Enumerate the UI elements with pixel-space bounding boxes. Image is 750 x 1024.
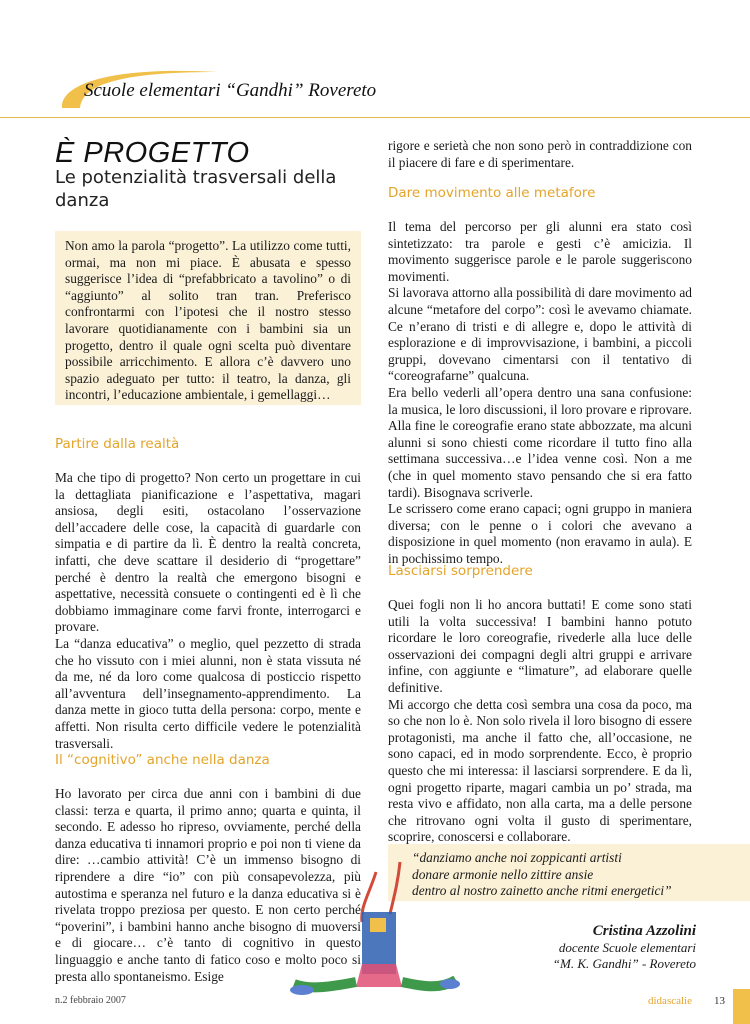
paragraph: Mi accorgo che detta così sembra una cosa da poco, ma so che non lo è. Non solo rivela il loro bisogno di essere protagonisti, ma anche il fatto che, all’occasione, ne sono capaci, ed in modo sorprendente. Ecco, è proprio questo che mi interessa: il lasciarsi sorprendere. E da lì, ogni progetto riparte, magari cambia un po’ strada, ma resta vivo e affidato, non alla carta, ma a delle persone che ritrovano ogni volta il gusto di sperimentare, scoprire, conoscersi e collaborare.	[388, 696, 692, 845]
paragraph: Ho lavorato per circa due anni con i bambini di due classi: terza e quarta, il primo anno; quarta e quinta, il secondo. E adesso ho ripreso, ovviamente, perché della danza educativa ti innamori proprio e poi non ti viene da dire: …cambio attività! C’è un immenso bisogno di riprendere a dire “io” con più consapevolezza, più autostima e speranza nel futuro e la danza educativa si è rivelata troppo preziosa per questo. E non certo perché “poverini”, i bambini hanno anche bisogno di muoversi e di giocare… c’è tanto di cognitivo in questo linguaggio e anche tanto di fatico coso e molto poco si presta allo spontaneismo. Esige	[55, 786, 361, 984]
paragraph: Il tema del percorso per gli alunni era stato così sintetizzato: tra parole e gesti c’è amicizia. Il movimento suggerisce parole e le parole suggeriscono movimenti.	[388, 219, 692, 284]
article-subtitle: Le potenzialità trasversali della danza	[55, 167, 337, 211]
author-signature	[553, 922, 696, 972]
section-heading-partire: Partire dalla realtà	[55, 436, 180, 452]
section-heading-sorprendere: Lasciarsi sorprendere	[388, 563, 533, 579]
footer-magazine-name: didascalie	[648, 995, 692, 1007]
footer-issue: n.2 febbraio 2007	[55, 995, 126, 1006]
poem-line: “danziamo anche noi zoppicanti artisti	[412, 850, 622, 865]
intro-quote-box: Non amo la parola “progetto”. La utilizzo come tutti, ormai, ma non mi piace. È abusata e spesso suggerisce l’idea di “prefabbricato a tavolino” o di “aggiunto” al solito tran tran. Preferisco confrontarmi con l’ipotesi che il nostro stesso lavorare quotidianamente con i bambini sia un progetto, dentro il quale ogni scelta può diventare possibile arricchimento. E allora c’è davvero uno spazio adeguato per tutto: il teatro, la danza, gli incontri, l’educazione ambientale, i gemellaggi…	[55, 231, 361, 405]
author-name: Cristina Azzolini	[592, 923, 696, 939]
paragraph: Era bello vederli all’opera dentro una sana confusione: la musica, le loro discussioni, il loro provare e riprovare. Alla fine le coreografie erano state abbozzate, ma alcuni alunni si sono chiesti come ricordare il tutto fino alla settimana successiva…e l’idea venne così. Non a me (che in quel momento stavo pensando che si era fatto tardi). Bisognava scriverle.	[388, 384, 692, 500]
article-title: È PROGETTO	[55, 137, 250, 169]
paragraph: Le scrissero come erano capaci; ogni gruppo in maniera diversa; con le penne o i colori che avevano a disposizione in quel momento (non eravamo in aula). E in pochissimo tempo.	[388, 501, 692, 566]
page-tab-marker	[733, 989, 750, 1024]
paragraph: Ma che tipo di progetto? Non certo un progettare in cui la dettagliata pianificazione e l’aspettativa, magari ansiosa, degli esiti, ostacolano l’osservazione dell’accadere delle cose, la capacità di guardarle con simpatia e di partire da lì. È dentro la realtà concreta, infatti, che deve scattare il desiderio di “progettare” perché è dentro la realtà che emergono bisogni e aspettative, necessità consuete o contingenti ed è lì che dobbiamo immaginare come farvi fronte, interrogarci e provare.	[55, 470, 361, 635]
author-school: “M. K. Gandhi” - Rovereto	[552, 956, 696, 971]
section-body-sorprendere	[388, 597, 692, 846]
poem-line: dentro al nostro zainetto anche ritmi energetici”	[412, 883, 672, 898]
poem-line: donare armonie nello zittire ansie	[412, 866, 594, 882]
poem	[412, 850, 672, 900]
section-heading-cognitivo: Il “cognitivo” anche nella danza	[55, 752, 270, 768]
paragraph: La “danza educativa” o meglio, quel pezzetto di strada che ho vissuto con i miei alunni, non è stata vissuta né da me, né da loro come qualcosa di posticcio rispetto all’avventura dell’insegnamento-apprendimento. La danza mette in gioco tutta della persona: corpo, mente e affetti. Non risulta certo difficile vedere le potenzialità trasversali.	[55, 635, 361, 751]
section-body-partire	[55, 470, 361, 752]
page-number: 13	[714, 995, 725, 1007]
header-rule	[0, 117, 750, 118]
section-heading-metafore: Dare movimento alle metafore	[388, 185, 596, 201]
paragraph: Quei fogli non li ho ancora buttati! E come sono stati utili la volta successiva! I bambini hanno potuto ricordare le loro coreografie, rivederle alla luce delle osservazioni dei compagni degli altri gruppi e arrivare infine, con aggiunte e “limature”, ad elaborare quelle definitive.	[388, 597, 692, 695]
header-title: Scuole elementari “Gandhi” Rovereto	[84, 80, 377, 101]
section-body-metafore	[388, 219, 692, 567]
column2-intro	[388, 138, 692, 171]
paragraph: rigore e serietà che non sono però in contraddizione con il piacere di fare e di sperimentare.	[388, 138, 692, 170]
author-role: docente Scuole elementari	[558, 940, 696, 955]
paragraph: Si lavorava attorno alla possibilità di dare movimento ad alcune “metafore del corpo”: così le avevamo chiamate. Ce n’erano di tristi e di allegre e, dopo le attività di esplorazione e di improvvisazione, i bambini, a piccoli gruppi, dovevano cimentarsi con il tentativo di “coreografarne” qualcuna.	[388, 285, 692, 384]
